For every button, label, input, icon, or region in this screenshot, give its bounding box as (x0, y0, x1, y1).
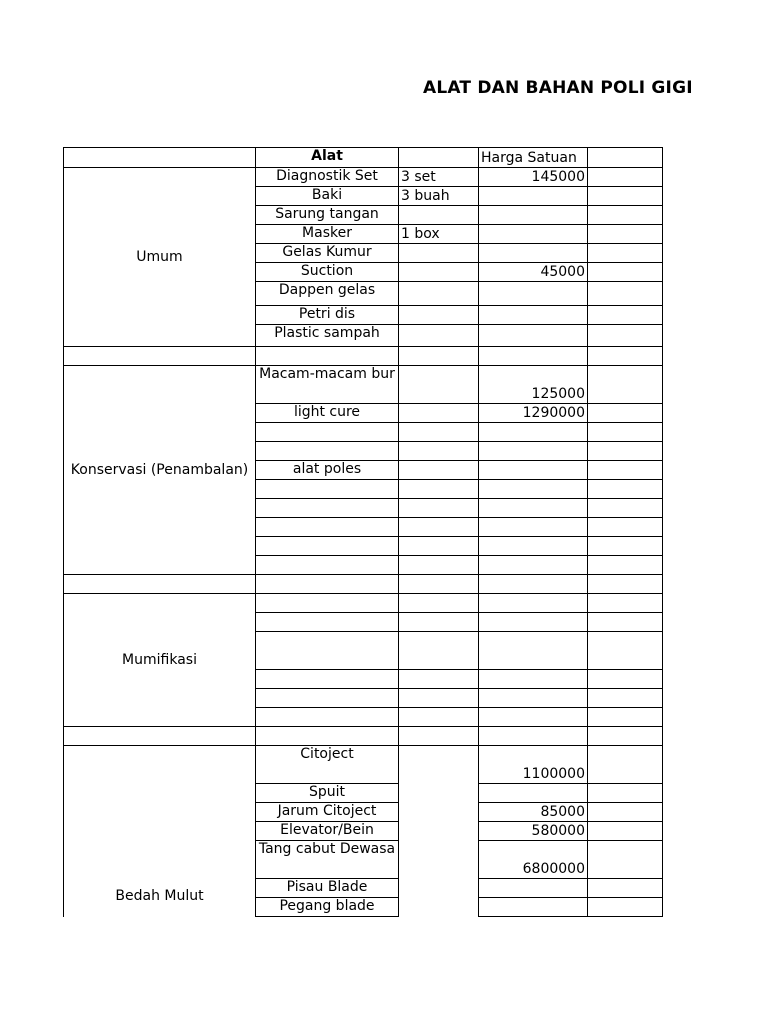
empty-cell (588, 225, 663, 244)
empty-cell (588, 689, 663, 708)
qty-cell (399, 784, 479, 803)
price-cell (479, 556, 588, 575)
price-cell (479, 325, 588, 347)
price-cell (479, 282, 588, 306)
empty-cell (588, 556, 663, 575)
price-cell: 1100000 (479, 746, 588, 784)
empty-cell (256, 727, 399, 746)
price-cell (479, 879, 588, 898)
price-cell (479, 594, 588, 613)
empty-cell (479, 727, 588, 746)
price-cell (479, 225, 588, 244)
empty-cell (256, 347, 399, 366)
header-cell (64, 148, 256, 168)
alat-cell: Tang cabut Dewasa (256, 841, 399, 879)
empty-cell (64, 727, 256, 746)
qty-cell (399, 689, 479, 708)
alat-cell: alat poles (256, 461, 399, 480)
alat-cell: Dappen gelas (256, 282, 399, 306)
price-cell (479, 499, 588, 518)
qty-cell (399, 822, 479, 841)
empty-cell (256, 575, 399, 594)
alat-cell (256, 518, 399, 537)
price-cell: 580000 (479, 822, 588, 841)
empty-cell (588, 632, 663, 670)
qty-cell (399, 244, 479, 263)
alat-cell: Sarung tangan (256, 206, 399, 225)
price-cell (479, 689, 588, 708)
alat-cell (256, 613, 399, 632)
table-header-row (64, 148, 663, 168)
price-cell: 85000 (479, 803, 588, 822)
qty-cell (399, 879, 479, 898)
alat-cell: Jarum Citoject (256, 803, 399, 822)
qty-cell (399, 306, 479, 325)
qty-cell (399, 480, 479, 499)
qty-cell (399, 537, 479, 556)
header-cell (399, 148, 479, 168)
empty-cell (588, 613, 663, 632)
price-cell (479, 537, 588, 556)
qty-cell (399, 404, 479, 423)
qty-cell: 3 buah (399, 187, 479, 206)
empty-cell (588, 898, 663, 917)
alat-cell: Masker (256, 225, 399, 244)
empty-cell (588, 423, 663, 442)
empty-cell (588, 168, 663, 187)
empty-cell (588, 708, 663, 727)
empty-cell (588, 282, 663, 306)
header-alat: Alat (256, 148, 399, 168)
category-mumifikasi: Mumifikasi (64, 594, 256, 727)
qty-cell (399, 423, 479, 442)
empty-cell (588, 244, 663, 263)
alat-cell: Citoject (256, 746, 399, 784)
empty-cell (588, 784, 663, 803)
price-cell (479, 784, 588, 803)
table-row (64, 594, 663, 613)
alat-cell: Elevator/Bein (256, 822, 399, 841)
price-cell (479, 442, 588, 461)
empty-cell (479, 347, 588, 366)
table-row (64, 168, 663, 187)
alat-cell (256, 556, 399, 575)
category-umum: Umum (64, 168, 256, 347)
qty-cell (399, 708, 479, 727)
price-cell (479, 670, 588, 689)
empty-cell (588, 841, 663, 879)
price-cell (479, 206, 588, 225)
empty-cell (588, 461, 663, 480)
alat-cell (256, 423, 399, 442)
alat-cell: Macam-macam bur (256, 366, 399, 404)
spacer-row (64, 575, 663, 594)
empty-cell (588, 442, 663, 461)
price-cell (479, 632, 588, 670)
price-cell (479, 244, 588, 263)
empty-cell (64, 575, 256, 594)
spacer-row (64, 727, 663, 746)
header-cell (588, 148, 663, 168)
empty-cell (588, 499, 663, 518)
qty-cell (399, 632, 479, 670)
alat-cell (256, 708, 399, 727)
empty-cell (399, 575, 479, 594)
alat-cell (256, 632, 399, 670)
qty-cell (399, 499, 479, 518)
qty-cell: 3 set (399, 168, 479, 187)
alat-cell: Baki (256, 187, 399, 206)
price-cell (479, 898, 588, 917)
alat-cell (256, 670, 399, 689)
qty-cell (399, 898, 479, 917)
empty-cell (588, 206, 663, 225)
qty-cell (399, 746, 479, 784)
alat-cell: Gelas Kumur (256, 244, 399, 263)
qty-cell (399, 263, 479, 282)
alat-cell: Pegang blade (256, 898, 399, 917)
price-cell: 145000 (479, 168, 588, 187)
qty-cell (399, 670, 479, 689)
empty-cell (588, 727, 663, 746)
equipment-table (63, 147, 663, 917)
qty-cell (399, 325, 479, 347)
empty-cell (588, 575, 663, 594)
alat-cell (256, 480, 399, 499)
price-cell: 6800000 (479, 841, 588, 879)
empty-cell (588, 879, 663, 898)
price-cell (479, 187, 588, 206)
alat-cell (256, 537, 399, 556)
alat-cell: Spuit (256, 784, 399, 803)
price-cell (479, 708, 588, 727)
alat-cell (256, 689, 399, 708)
empty-cell (588, 404, 663, 423)
empty-cell (588, 306, 663, 325)
empty-cell (588, 594, 663, 613)
empty-cell (588, 537, 663, 556)
qty-cell (399, 841, 479, 879)
price-cell (479, 480, 588, 499)
empty-cell (588, 325, 663, 347)
alat-cell (256, 594, 399, 613)
qty-cell (399, 556, 479, 575)
empty-cell (588, 822, 663, 841)
price-cell (479, 518, 588, 537)
empty-cell (588, 187, 663, 206)
qty-cell (399, 613, 479, 632)
empty-cell (588, 263, 663, 282)
header-harga-satuan: Harga Satuan (479, 148, 588, 168)
empty-cell (64, 347, 256, 366)
spacer-row (64, 347, 663, 366)
alat-cell: Petri dis (256, 306, 399, 325)
empty-cell (588, 746, 663, 784)
alat-cell: Pisau Blade (256, 879, 399, 898)
qty-cell (399, 803, 479, 822)
alat-cell: Suction (256, 263, 399, 282)
price-cell: 45000 (479, 263, 588, 282)
alat-cell: Diagnostik Set (256, 168, 399, 187)
alat-cell (256, 442, 399, 461)
empty-cell (479, 575, 588, 594)
qty-cell (399, 518, 479, 537)
empty-cell (588, 480, 663, 499)
qty-cell (399, 442, 479, 461)
empty-cell (399, 727, 479, 746)
alat-cell: light cure (256, 404, 399, 423)
empty-cell (588, 518, 663, 537)
table-row (64, 746, 663, 784)
alat-cell: Plastic sampah (256, 325, 399, 347)
qty-cell: 1 box (399, 225, 479, 244)
empty-cell (588, 803, 663, 822)
price-cell: 1290000 (479, 404, 588, 423)
table-row (64, 366, 663, 404)
document-title: ALAT DAN BAHAN POLI GIGI (423, 78, 693, 98)
price-cell (479, 461, 588, 480)
empty-cell (588, 347, 663, 366)
category-konservasi: Konservasi (Penambalan) (64, 366, 256, 575)
qty-cell (399, 206, 479, 225)
empty-cell (588, 366, 663, 404)
empty-cell (399, 347, 479, 366)
qty-cell (399, 461, 479, 480)
price-cell: 125000 (479, 366, 588, 404)
price-cell (479, 423, 588, 442)
alat-cell (256, 499, 399, 518)
empty-cell (588, 670, 663, 689)
qty-cell (399, 366, 479, 404)
qty-cell (399, 594, 479, 613)
price-cell (479, 613, 588, 632)
qty-cell (399, 282, 479, 306)
category-bedah-mulut: Bedah Mulut (64, 746, 256, 917)
price-cell (479, 306, 588, 325)
